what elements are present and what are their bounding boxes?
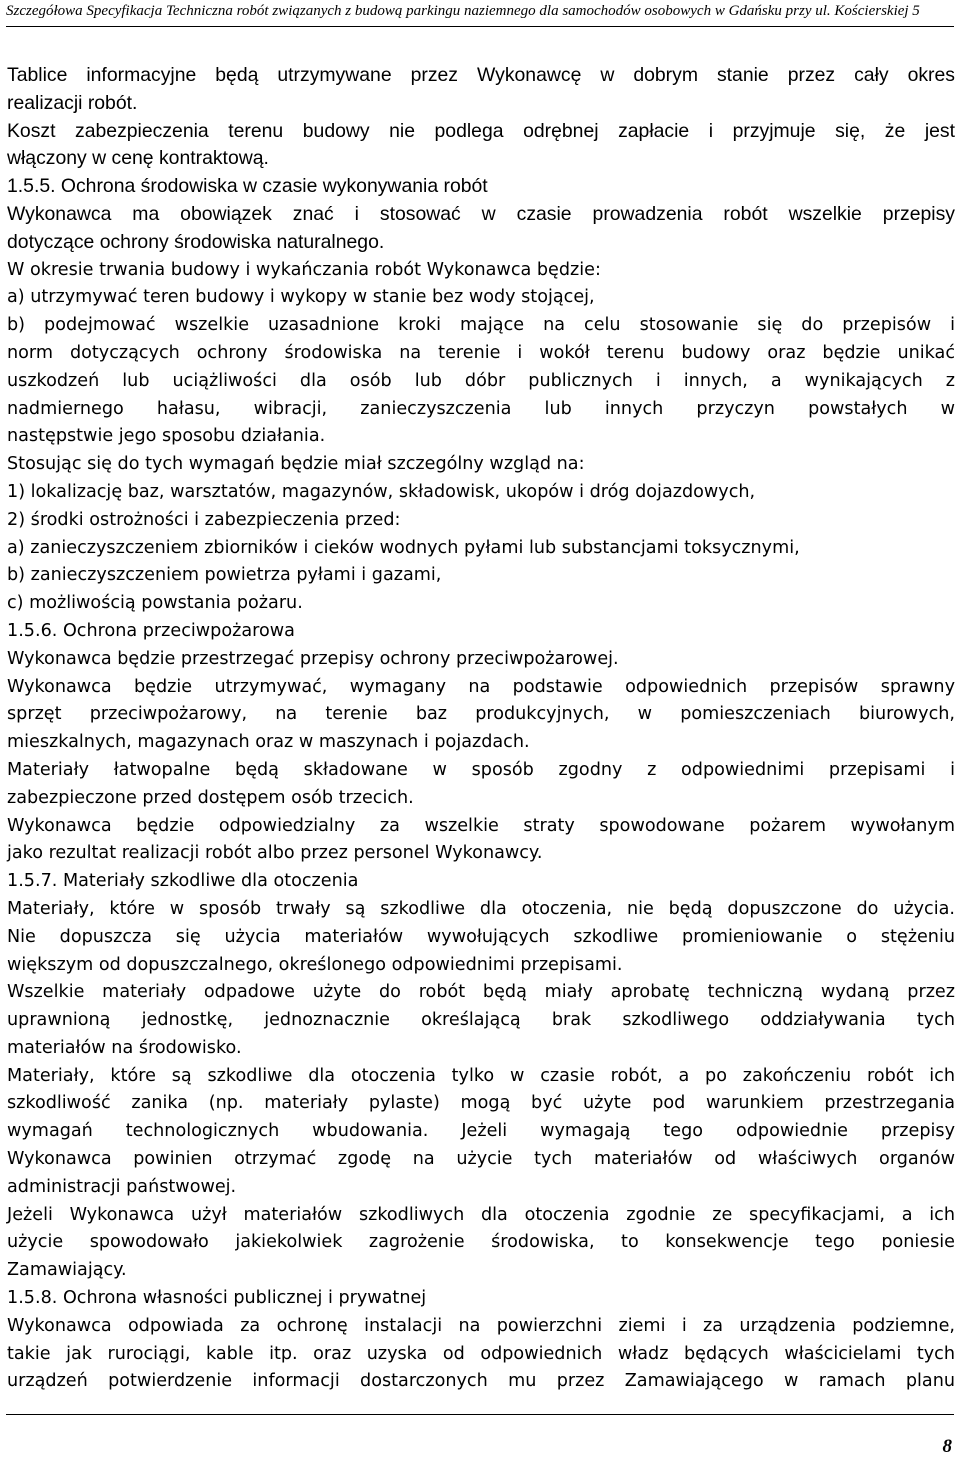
paragraph-line: Jeżeli Wykonawca użył materiałów szkodliwych dla otoczenia zgodnie ze specyfikacjami, a ich [7, 1204, 955, 1225]
paragraph-line: realizacji robót. [7, 91, 138, 114]
paragraph-line: Koszt zabezpieczenia terenu budowy nie podlega odrębnej zapłacie i przyjmuje się, że jest [7, 119, 955, 142]
paragraph-line: uszkodzeń lub uciążliwości dla osób lub dóbr publicznych i innych, a wynikających z [7, 370, 955, 391]
page-number: 8 [942, 1436, 952, 1457]
section-heading: 1.5.5. Ochrona środowiska w czasie wykonywania robót [7, 175, 488, 198]
paragraph-line: Materiały łatwopalne będą składowane w sposób zgodny z odpowiednimi przepisami i [7, 759, 955, 780]
paragraph-line: Materiały, które w sposób trwały są szkodliwe dla otoczenia, nie będą dopuszczone do użycia. [7, 898, 955, 919]
paragraph-line: szkodliwość zanika (np. materiały pylaste) mogą być użyte pod warunkiem przestrzegania [7, 1093, 955, 1114]
paragraph-line: Nie dopuszcza się użycia materiałów wywołujących szkodliwe promieniowanie o stężeniu [7, 926, 955, 947]
paragraph-line: Wykonawca będzie odpowiedzialny za wszelkie straty spowodowane pożarem wywołanym [7, 815, 955, 836]
paragraph-line: wymagań technologicznych wbudowania. Jeżeli wymagają tego odpowiednie przepisy [7, 1121, 955, 1142]
paragraph-line: Wykonawca będzie utrzymywać, wymagany na podstawie odpowiednich przepisów sprawny [7, 676, 955, 697]
list-item: a) zanieczyszczeniem zbiorników i cieków wodnych pyłami lub substancjami toksycznymi, [7, 537, 800, 558]
footer-divider [6, 1414, 954, 1415]
paragraph-line: uprawnioną jednostkę, jednoznacznie określającą brak szkodliwego oddziaływania tych [7, 1010, 955, 1031]
running-title: Szczegółowa Specyfikacja Techniczna robót związanych z budową parkingu naziemnego dla samochodów osobowych w Gdańsku przy ul. Kościerskiej 5 [6, 3, 920, 19]
paragraph-line: Wykonawca powinien otrzymać zgodę na użycie tych materiałów od właściwych organów [7, 1149, 955, 1170]
paragraph-line: administracji państwowej. [7, 1176, 237, 1197]
paragraph-line: urządzeń potwierdzenie informacji dostarczonych mu przez Zamawiającego w ramach planu [7, 1371, 955, 1392]
paragraph-line: materiałów na środowisko. [7, 1037, 242, 1058]
list-item: 2) środki ostrożności i zabezpieczenia przed: [7, 509, 401, 530]
document-body [7, 62, 955, 1396]
paragraph-line: Wykonawca odpowiada za ochronę instalacji na powierzchni ziemi i za urządzenia podziemne, [7, 1315, 955, 1336]
paragraph-line: Zamawiający. [7, 1260, 127, 1281]
paragraph-line: norm dotyczących ochrony środowiska na terenie i wokół terenu budowy oraz będzie unikać [7, 342, 955, 363]
paragraph-line: zabezpieczone przed dostępem osób trzecich. [7, 787, 414, 808]
list-item: b) zanieczyszczeniem powietrza pyłami i gazami, [7, 565, 442, 586]
paragraph-line: Stosując się do tych wymagań będzie miał szczególny wzgląd na: [7, 454, 585, 475]
paragraph-line: nadmiernego hałasu, wibracji, zanieczyszczenia lub innych przyczyn powstałych w [7, 398, 955, 419]
paragraph-line: sprzęt przeciwpożarowy, na terenie baz produkcyjnych, w pomieszczeniach biurowych, [7, 704, 955, 725]
paragraph-line: większym od dopuszczalnego, określonego odpowiednimi przepisami. [7, 954, 623, 975]
list-item: 1) lokalizację baz, warsztatów, magazynów, składowisk, ukopów i dróg dojazdowych, [7, 481, 756, 502]
section-heading: 1.5.8. Ochrona własności publicznej i prywatnej [7, 1288, 427, 1309]
list-item: c) możliwością powstania pożaru. [7, 593, 303, 614]
paragraph-line: mieszkalnych, magazynach oraz w maszynach i pojazdach. [7, 732, 530, 753]
paragraph-line: użycie spowodowało jakiekolwiek zagrożenie środowiska, to konsekwencje tego poniesie [7, 1232, 955, 1253]
paragraph-line: Materiały, które są szkodliwe dla otoczenia tylko w czasie robót, a po zakończeniu robót ich [7, 1065, 955, 1086]
paragraph-line: W okresie trwania budowy i wykańczania robót Wykonawca będzie: [7, 259, 601, 280]
paragraph-line: Wszelkie materiały odpadowe użyte do robót będą miały aprobatę techniczną wydaną przez [7, 982, 955, 1003]
paragraph-line: takie jak rurociągi, kable itp. oraz uzyska od odpowiednich władz będących właścicielami tych [7, 1343, 955, 1364]
paragraph-line: dotyczące ochrony środowiska naturalnego. [7, 230, 385, 253]
paragraph-line: włączony w cenę kontraktową. [7, 147, 269, 170]
running-header [6, 0, 954, 27]
paragraph-line: Wykonawca będzie przestrzegać przepisy ochrony przeciwpożarowej. [7, 648, 619, 669]
section-heading: 1.5.6. Ochrona przeciwpożarowa [7, 620, 295, 641]
list-item: a) utrzymywać teren budowy i wykopy w stanie bez wody stojącej, [7, 287, 595, 308]
paragraph-line: jako rezultat realizacji robót albo przez personel Wykonawcy. [7, 843, 543, 864]
list-item: b) podejmować wszelkie uzasadnione kroki mające na celu stosowanie się do przepisów i [7, 315, 955, 336]
paragraph-line: Wykonawca ma obowiązek znać i stosować w czasie prowadzenia robót wszelkie przepisy [7, 202, 955, 225]
paragraph-line: Tablice informacyjne będą utrzymywane przez Wykonawcę w dobrym stanie przez cały okres [7, 64, 955, 86]
section-heading: 1.5.7. Materiały szkodliwe dla otoczenia [7, 871, 359, 892]
paragraph-line: następstwie jego sposobu działania. [7, 426, 326, 447]
